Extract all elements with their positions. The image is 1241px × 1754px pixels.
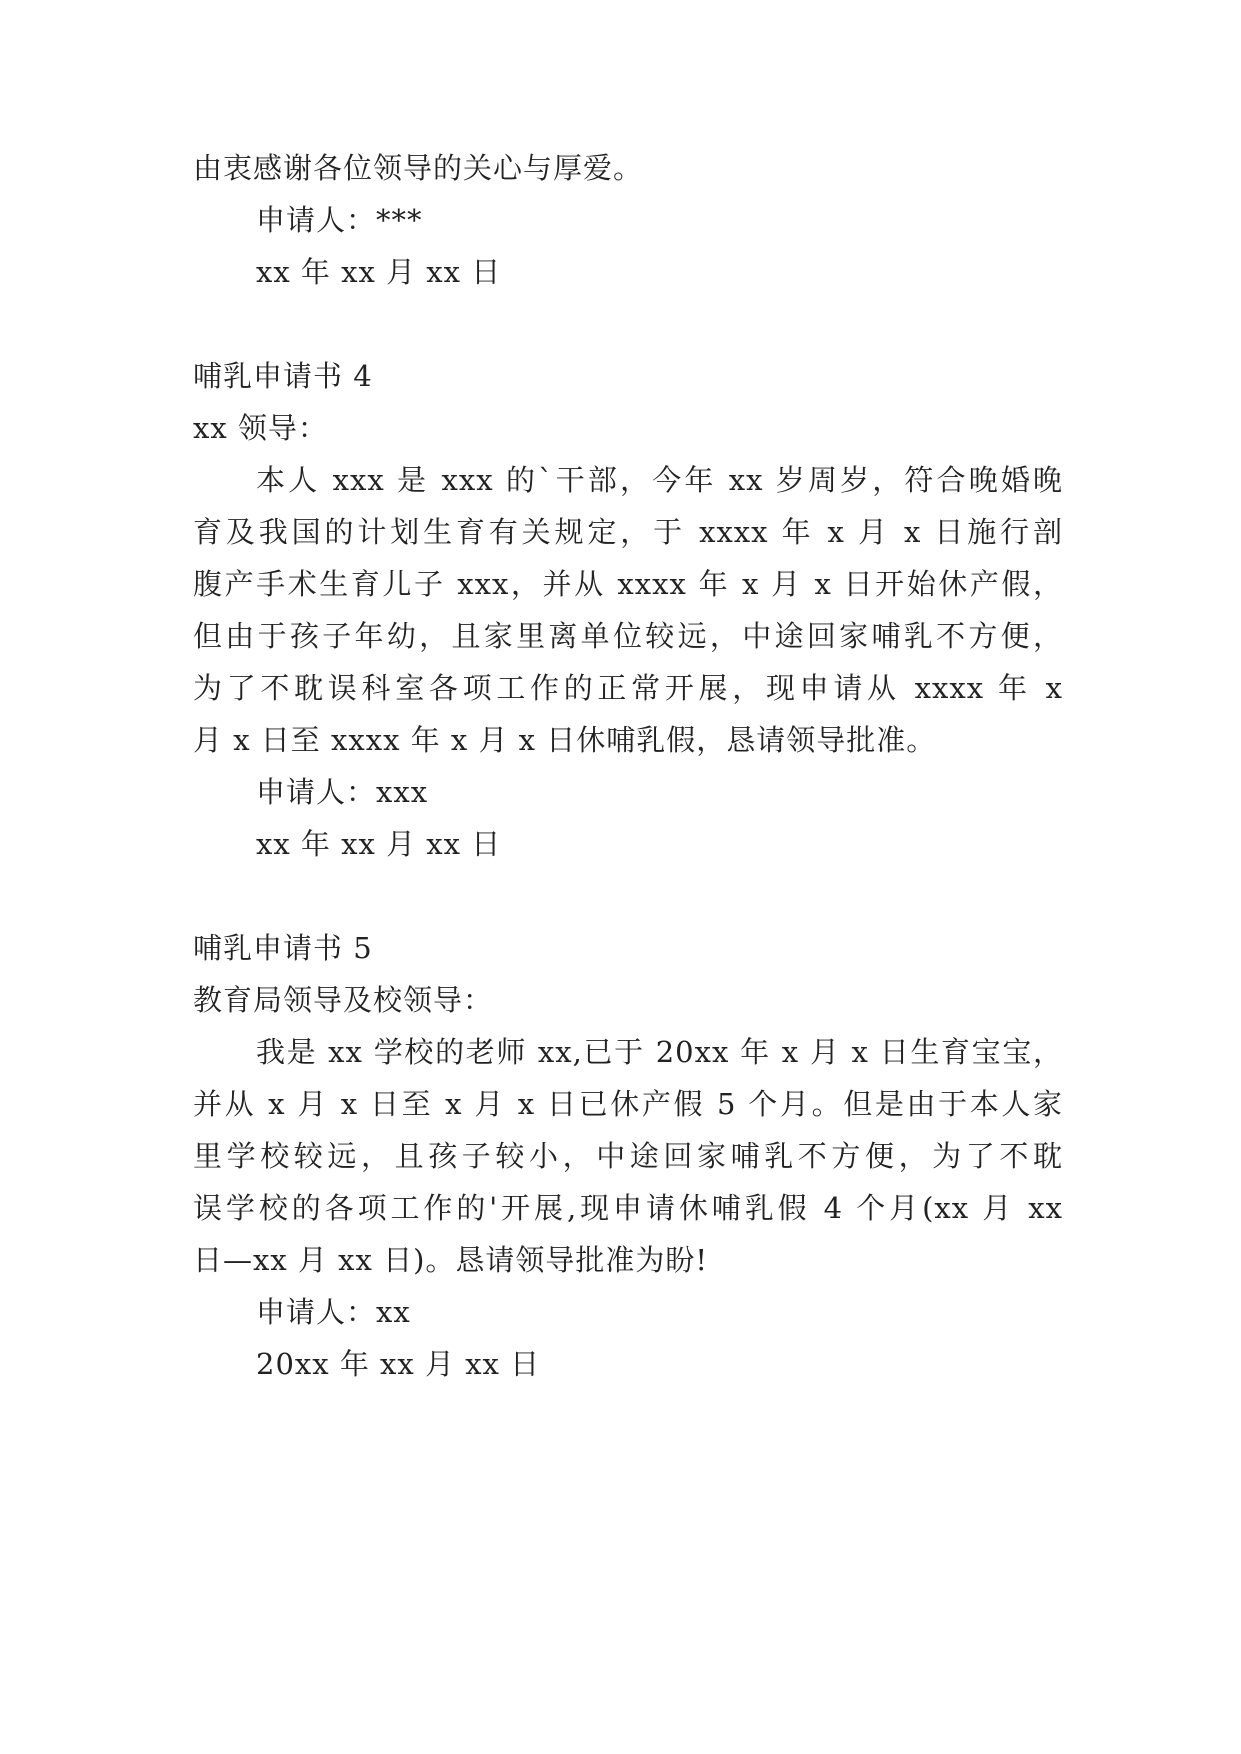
body-line: 我是 xx 学校的老师 xx,已于 20xx 年 x 月 x 日生育宝宝，	[256, 1035, 1063, 1069]
body-line: 但由于孩子年幼，且家里离单位较远，中途回家哺乳不方便，	[193, 619, 1063, 653]
salutation: xx 领导：	[193, 411, 328, 445]
date-line: xx 年 xx 月 xx 日	[256, 255, 502, 289]
body-line: 为了不耽误科室各项工作的正常开展，现申请从 xxxx 年 x	[193, 671, 1063, 705]
body-line: 腹产手术生育儿子 xxx，并从 xxxx 年 x 月 x 日开始休产假，	[193, 567, 1063, 601]
applicant-line: 申请人：xx	[256, 1295, 411, 1329]
applicant-line: 申请人：xxx	[256, 775, 429, 809]
section-title: 哺乳申请书 4	[193, 359, 373, 393]
applicant-line: 申请人：***	[256, 203, 423, 237]
body-line: 月 x 日至 xxxx 年 x 月 x 日休哺乳假，恳请领导批准。	[193, 723, 937, 757]
section-title: 哺乳申请书 5	[193, 931, 373, 965]
body-line: 里学校较远，且孩子较小，中途回家哺乳不方便，为了不耽	[193, 1139, 1063, 1173]
closing-line: 由衷感谢各位领导的关心与厚爱。	[193, 151, 644, 185]
body-line: 育及我国的计划生育有关规定，于 xxxx 年 x 月 x 日施行剖	[193, 515, 1063, 549]
body-line: 并从 x 月 x 日至 x 月 x 日已休产假 5 个月。但是由于本人家	[193, 1087, 1063, 1121]
date-line: xx 年 xx 月 xx 日	[256, 827, 502, 861]
salutation: 教育局领导及校领导：	[193, 983, 494, 1017]
body-line: 误学校的各项工作的'开展,现申请休哺乳假 4 个月(xx 月 xx	[193, 1191, 1063, 1225]
body-line: 日—xx 月 xx 日)。恳请领导批准为盼!	[193, 1243, 709, 1277]
date-line: 20xx 年 xx 月 xx 日	[256, 1347, 541, 1381]
body-line: 本人 xxx 是 xxx 的`干部，今年 xx 岁周岁，符合晚婚晚	[256, 463, 1063, 497]
